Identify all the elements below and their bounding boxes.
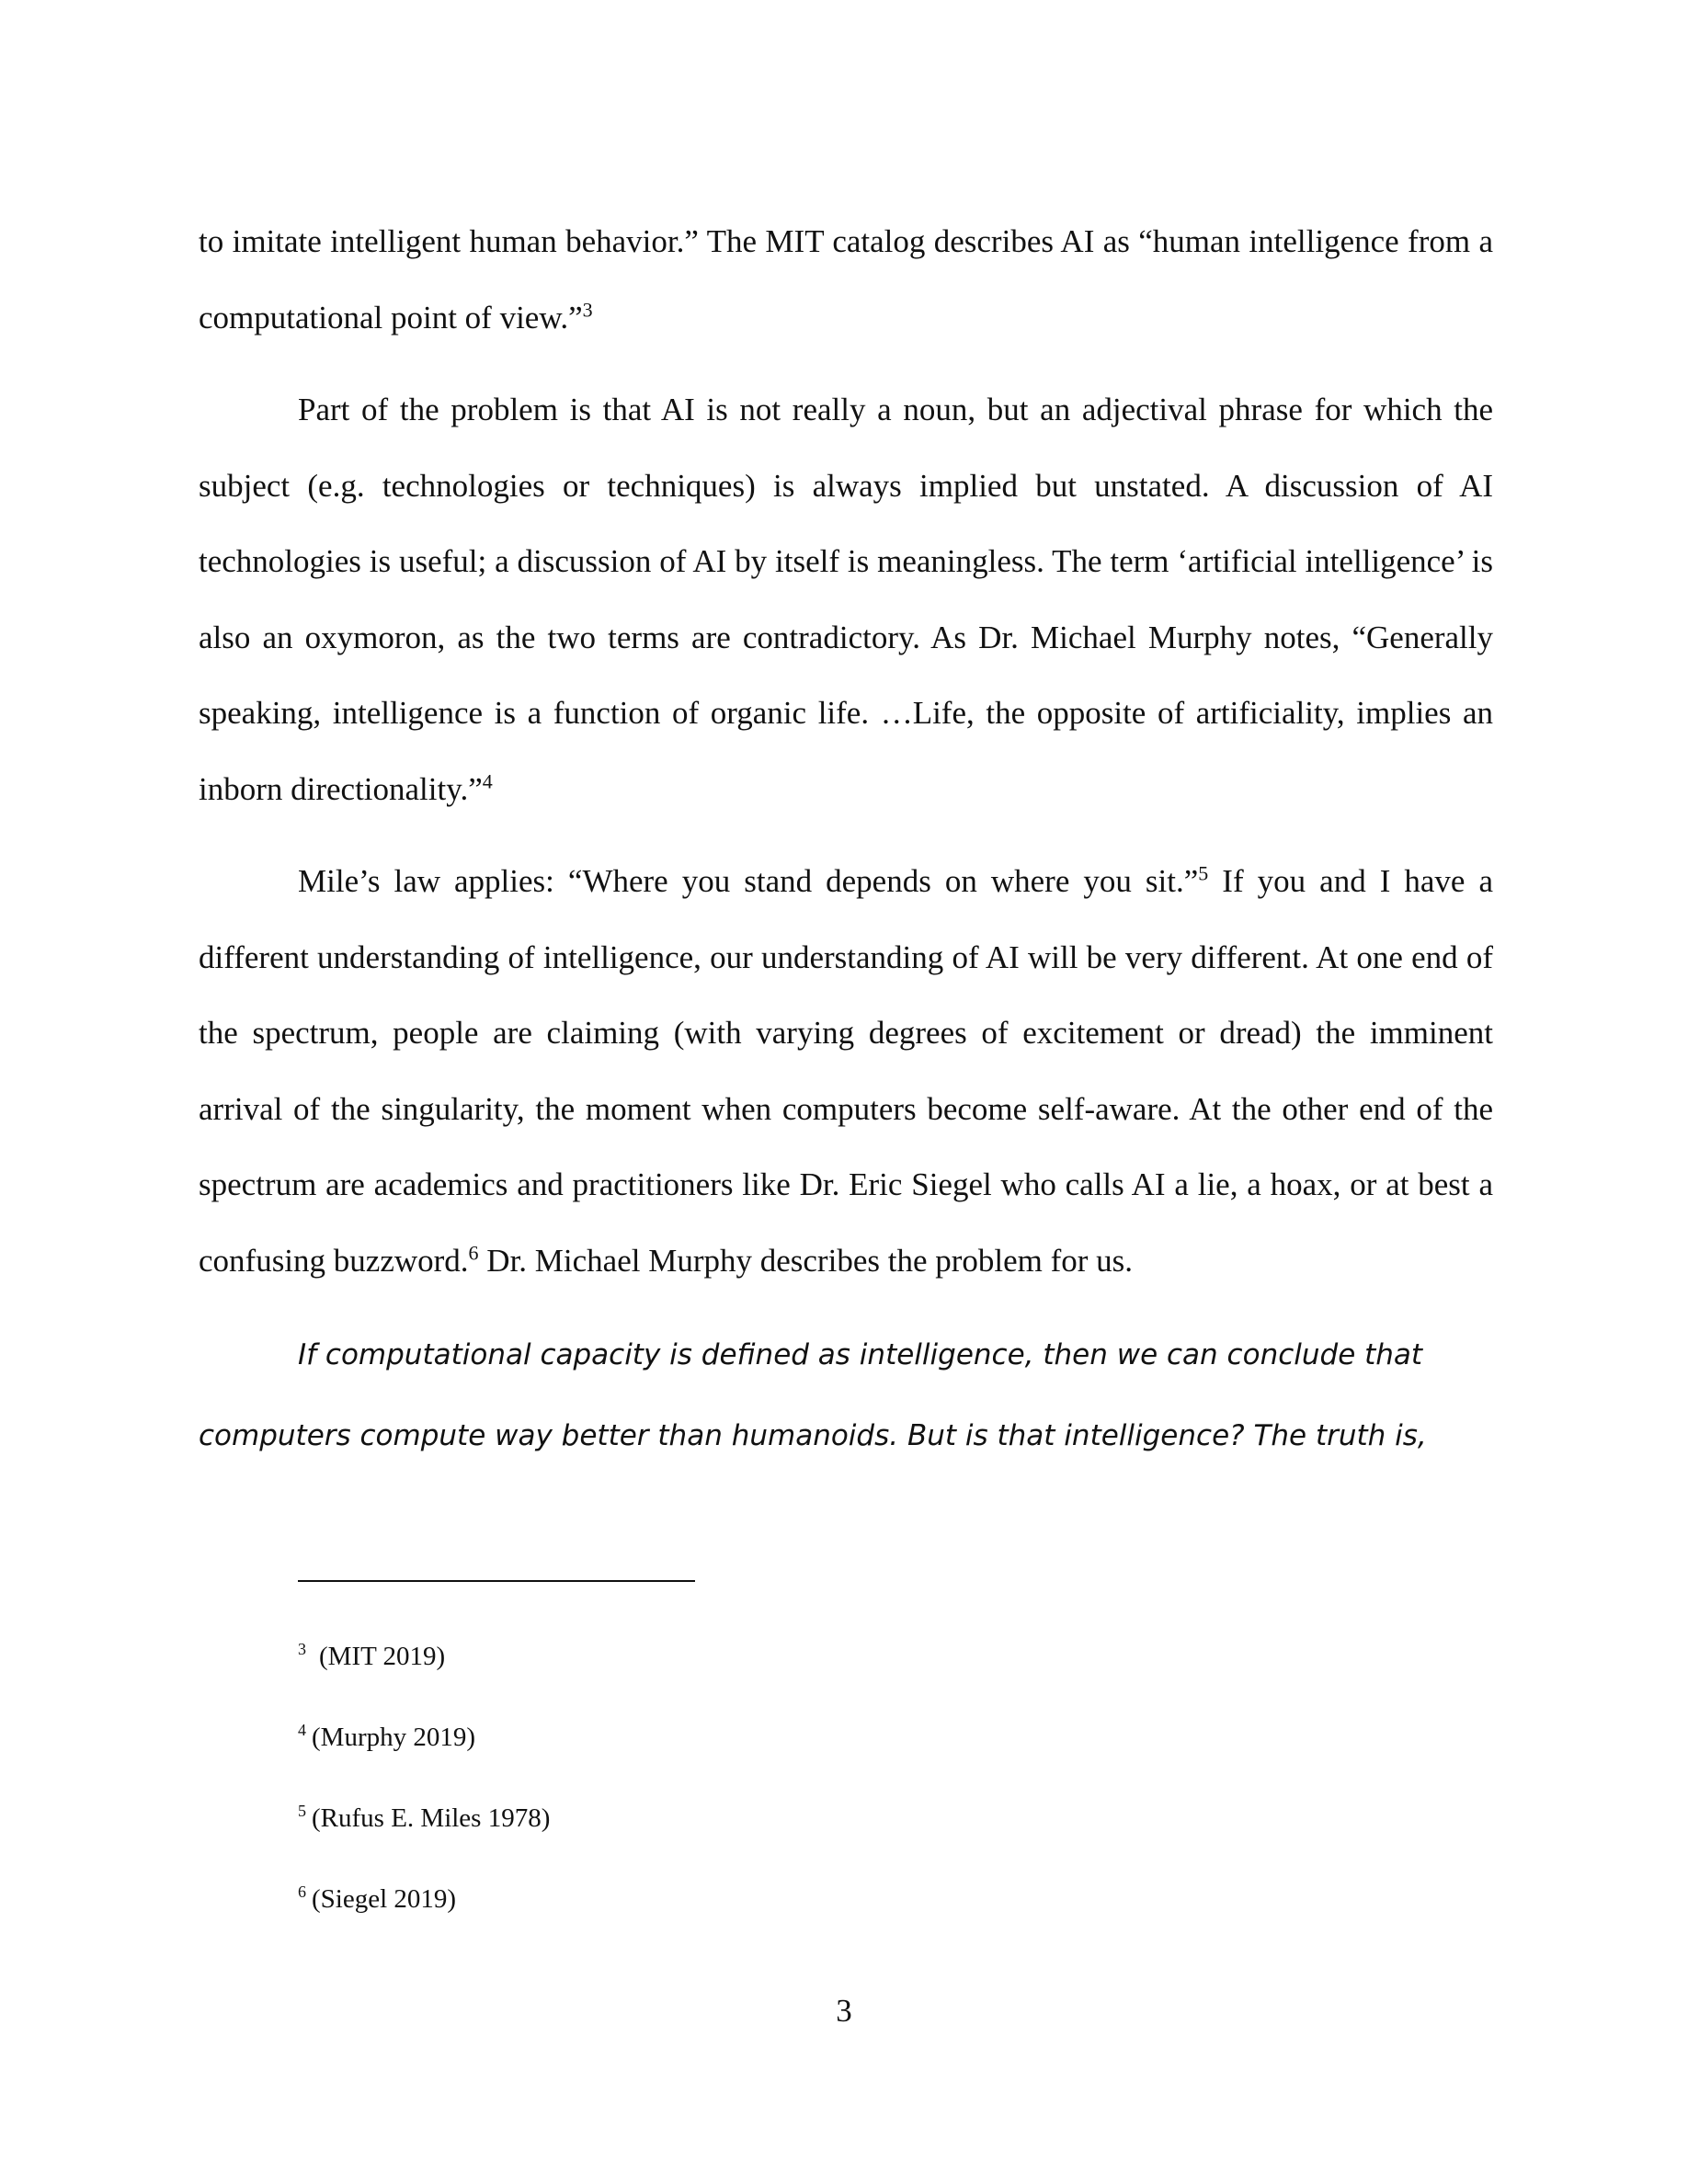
block-quote-text: If computational capacity is defined as intelligence, then we can conclude that computers compute way better than humanoids. But is that intelligence? The truth is,	[199, 1338, 1427, 1452]
footnote-ref-4[interactable]: 4	[482, 768, 493, 792]
footnote-mark: 5	[298, 1802, 306, 1821]
footnote-mark: 6	[298, 1883, 306, 1902]
footnote-mark: 4	[298, 1721, 306, 1740]
footnote-3	[298, 1638, 1125, 1719]
footnote-text: (Murphy 2019)	[312, 1723, 476, 1752]
footnote-mark: 3	[298, 1640, 306, 1659]
paragraph-2-text: Part of the problem is that AI is not really a noun, but an adjectival phrase for which the subject (e.g. technologies or techniques) is always implied but unstated. A discussion of AI technologies is useful; a discussion of AI by itself is meaningless. The term ‘artificial intelligence’ is also an oxymoron, as the two terms are contradictory. As Dr. Michael Murphy notes, “Generally speaking, intelligence is a function of organic life. …Life, the opposite of artificiality, implies an inborn directionality.”	[199, 392, 1493, 807]
paragraph-1	[199, 204, 1493, 356]
footnote-ref-5[interactable]: 5	[1198, 861, 1209, 885]
paragraph-3-text-b: If you and I have a different understanding of intelligence, our understanding of AI will be very different. At one end of the spectrum, people are claiming (with varying degrees of excitement or dread) the imminent arrival of the singularity, the moment when computers become self-aware. At the other end of the spectrum are academics and practitioners like Dr. Eric Siegel who calls AI a lie, a hoax, or at best a confusing buzzword.	[199, 863, 1494, 1279]
footnote-ref-3[interactable]: 3	[582, 297, 593, 321]
paragraph-1-text: to imitate intelligent human behavior.” The MIT catalog describes AI as “human intelligence from a computational point of view.”	[199, 223, 1493, 336]
footnote-ref-6[interactable]: 6	[468, 1240, 479, 1264]
footnote-text: (Siegel 2019)	[312, 1884, 457, 1914]
footnote-text: (MIT 2019)	[319, 1642, 446, 1671]
footnotes-list	[298, 1638, 1125, 1962]
paragraph-3-text-a: Mile’s law applies: “Where you stand depends on where you sit.”	[298, 863, 1199, 899]
footnote-6	[298, 1881, 1125, 1962]
footnote-text: (Rufus E. Miles 1978)	[312, 1803, 551, 1833]
footnote-4	[298, 1719, 1125, 1800]
block-quote	[199, 1314, 1493, 1476]
paragraph-2	[199, 372, 1493, 827]
page-number: 3	[836, 1993, 852, 2029]
footnote-separator	[298, 1580, 695, 1582]
paragraph-3	[199, 844, 1493, 1299]
paragraph-3-text-c: Dr. Michael Murphy describes the problem for us.	[478, 1242, 1134, 1279]
footnote-5	[298, 1800, 1125, 1881]
